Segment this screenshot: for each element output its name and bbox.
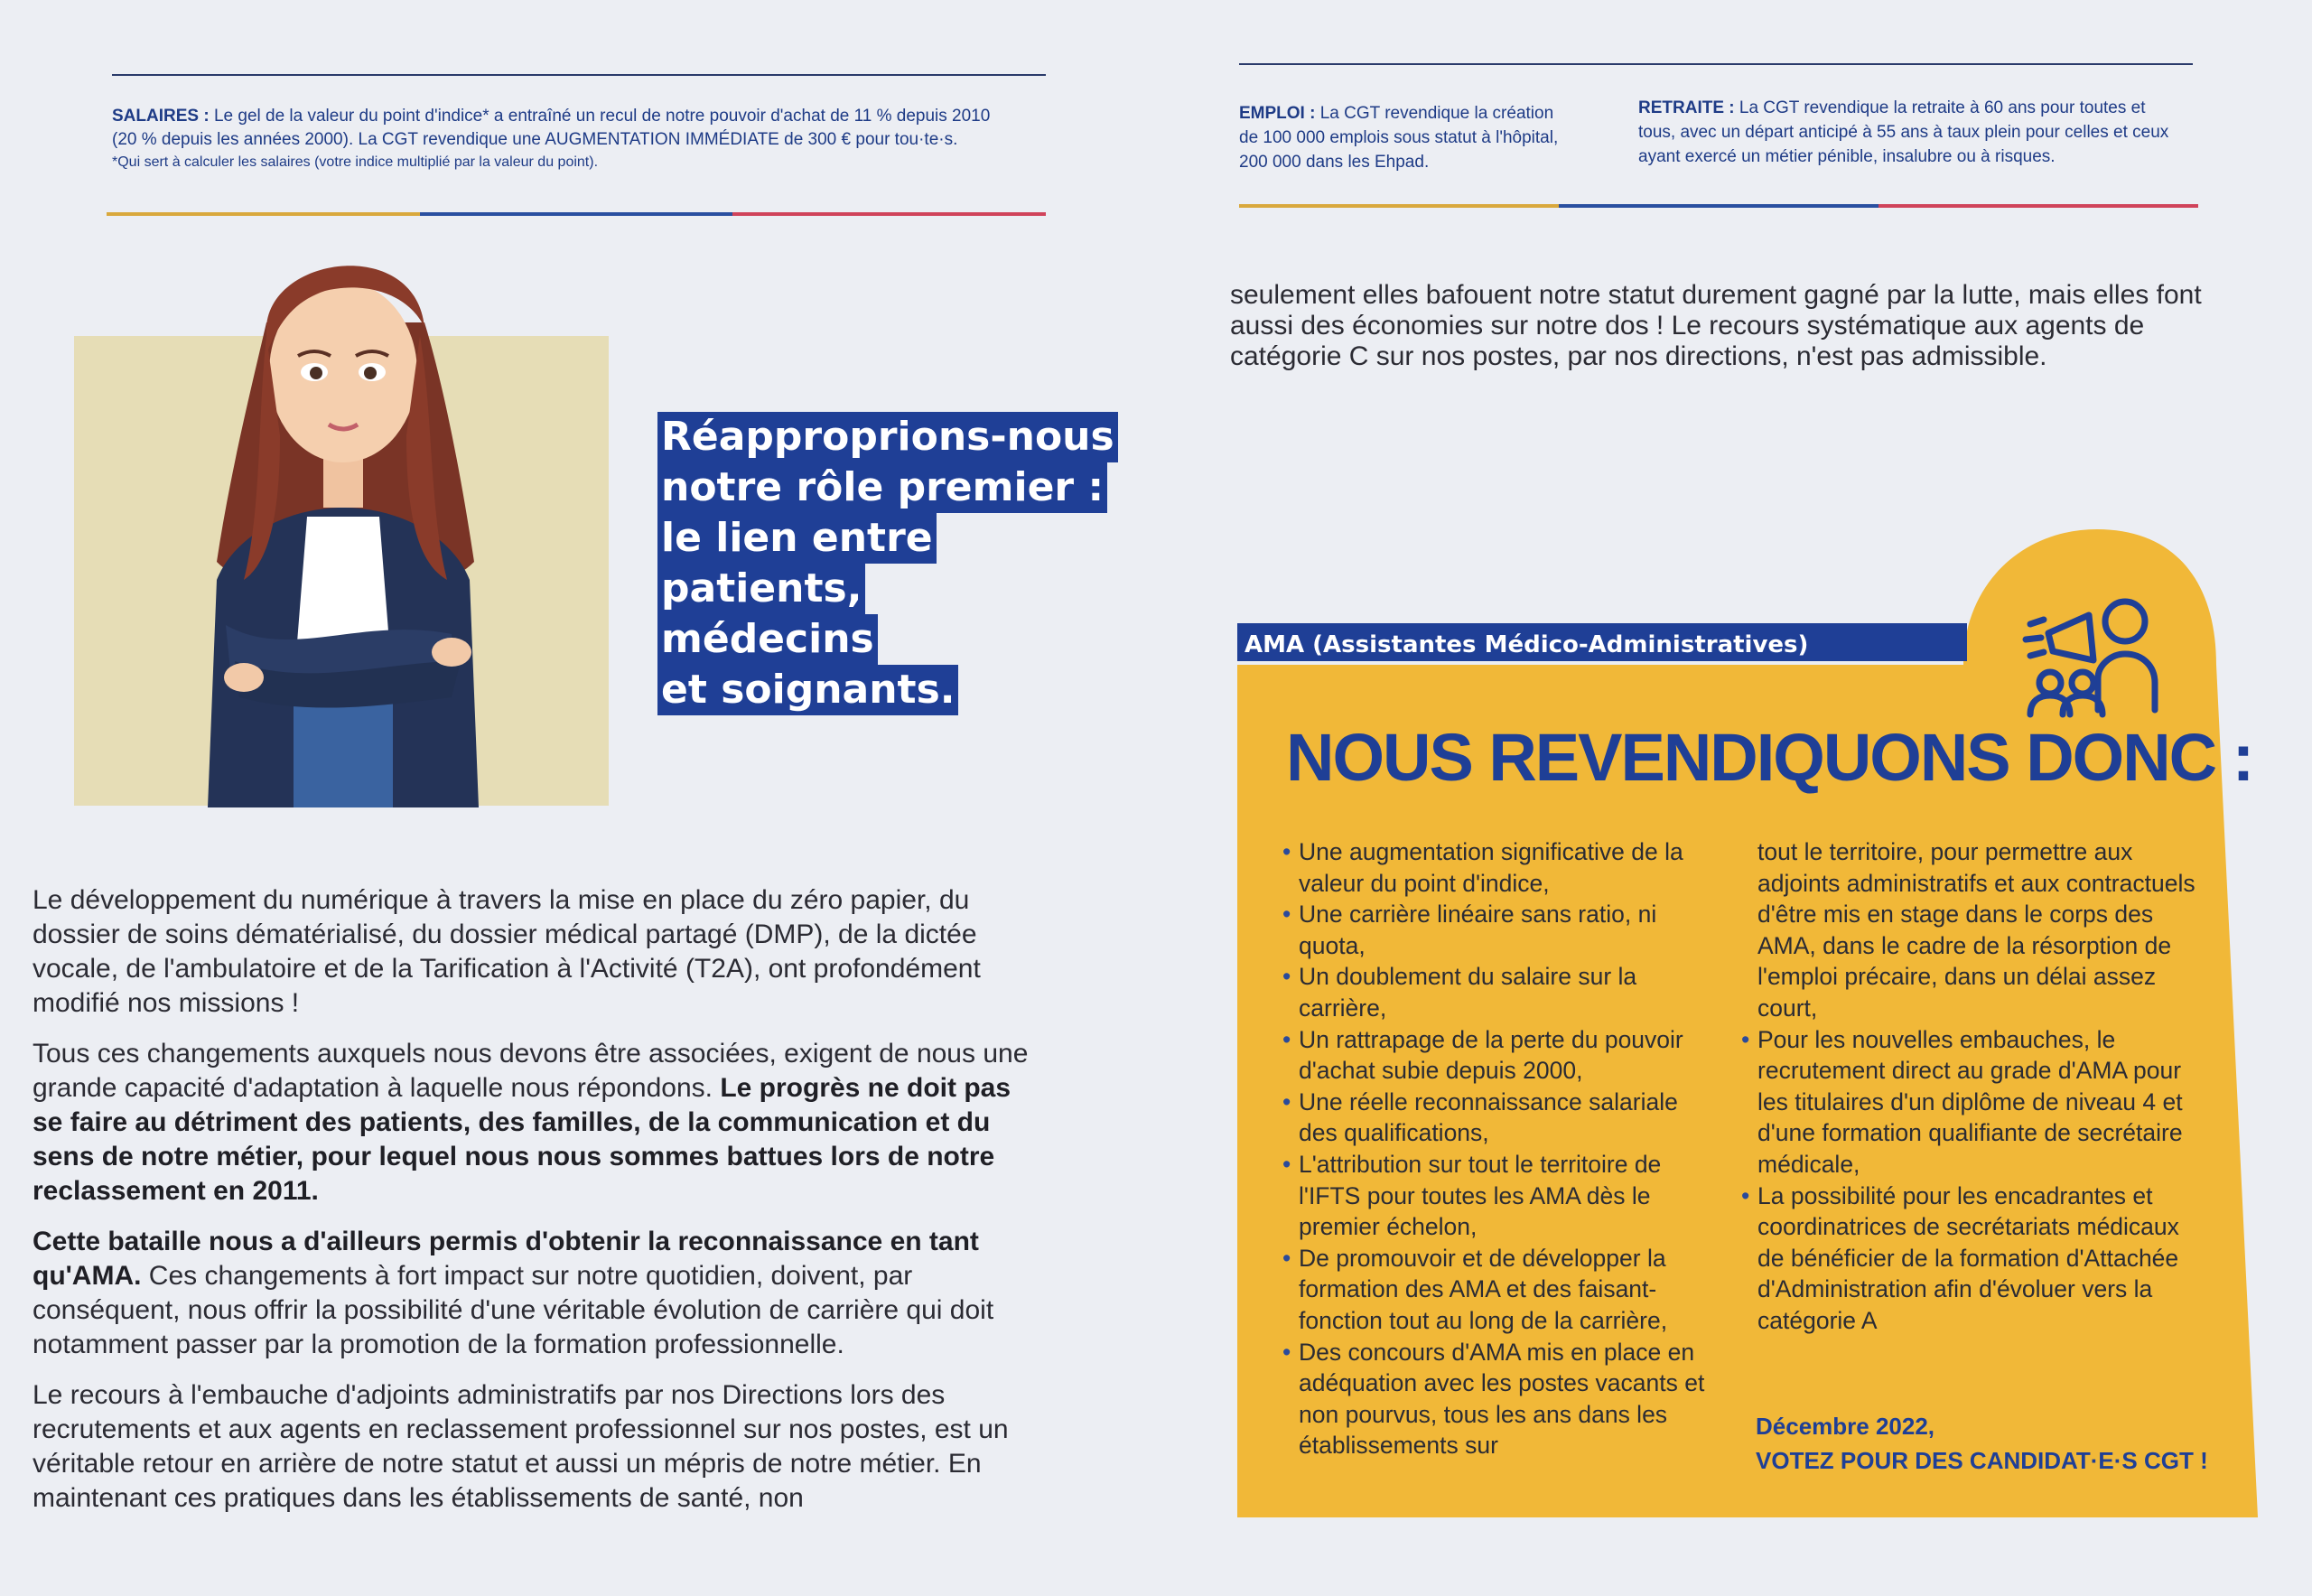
continuation-paragraph: seulement elles bafouent notre statut durement gagné par la lutte, mais elles font aussi des économies sur notre dos ! Le recours systématique aux agents de catégorie C sur nos postes, par nos directions, n'est pas admissible. bbox=[1230, 280, 2202, 371]
demands-column-1 bbox=[1282, 836, 1716, 1461]
retraite-line2: tous, avec un départ anticipé à 55 ans à taux plein pour celles et ceux bbox=[1638, 123, 2169, 142]
demand-item: • Un doublement du salaire sur la carrière, bbox=[1282, 961, 1716, 1023]
woman-illustration bbox=[181, 237, 506, 807]
demand-item: • Une augmentation significative de la valeur du point d'indice, bbox=[1282, 836, 1716, 899]
headline-line2: notre rôle premier : bbox=[657, 462, 1107, 513]
retraite-info bbox=[1638, 96, 2216, 169]
salaires-info bbox=[112, 105, 1069, 173]
salaires-line2: (20 % depuis les années 2000). La CGT revendique une AUGMENTATION IMMÉDIATE de 300 € pour tou·te·s. bbox=[112, 130, 958, 149]
emploi-line2: de 100 000 emplois sous statut à l'hôpital, bbox=[1239, 128, 1559, 147]
demand-item: • Un rattrapage de la perte du pouvoir d'achat subie depuis 2000, bbox=[1282, 1024, 1716, 1087]
footer-vote: VOTEZ POUR DES CANDIDAT·E·S CGT ! bbox=[1756, 1447, 2208, 1474]
emploi-line3: 200 000 dans les Ehpad. bbox=[1239, 153, 1430, 172]
left-top-rule bbox=[112, 74, 1046, 76]
retraite-label: RETRAITE : bbox=[1638, 98, 1735, 117]
retraite-line3: ayant exercé un métier pénible, insalubre ou à risques. bbox=[1638, 147, 2056, 166]
demand-item: • Une carrière linéaire sans ratio, ni quota, bbox=[1282, 899, 1716, 961]
demand-item: • De promouvoir et de développer la formation des AMA et des faisant-fonction tout au long de la carrière, bbox=[1282, 1243, 1716, 1337]
p3-normal: Ces changements à fort impact sur notre quotidien, doivent, par conséquent, nous offrir la possibilité d'une véritable évolution de carrière qui doit notamment passer par la promotion de la formation professionnelle. bbox=[33, 1261, 994, 1359]
headline-line5: médecins bbox=[657, 614, 878, 665]
article-paragraph-1: Le développement du numérique à travers la mise en place du zéro papier, du dossier de soins dématérialisé, du dossier médical partagé (DMP), de la dictée vocale, de l'ambulatoire et de la Tarification à l'Activité (T2A), ont profondément modifié nos missions ! bbox=[33, 885, 981, 1018]
headline-line6: et soignants. bbox=[657, 665, 958, 715]
headline-block bbox=[657, 412, 1127, 715]
right-tricolor-rule bbox=[1239, 204, 2198, 208]
demand-item: • Des concours d'AMA mis en place en adéquation avec les postes vacants et non pourvus, tous les ans dans les établissements sur bbox=[1282, 1337, 1716, 1461]
headline-line4: patients, bbox=[657, 564, 865, 614]
megaphone-people-icon bbox=[2012, 583, 2193, 719]
headline-line1: Réapproprions-nous bbox=[657, 412, 1118, 462]
right-article-continuation bbox=[1230, 280, 2202, 388]
footer-date: Décembre 2022, bbox=[1756, 1413, 1935, 1440]
headline-line3: le lien entre bbox=[657, 513, 937, 564]
retraite-line1: La CGT revendique la retraite à 60 ans pour toutes et bbox=[1739, 98, 2146, 117]
demand-item: • Pour les nouvelles embauches, le recrutement direct au grade d'AMA pour les titulaires d'un diplôme de niveau 4 et d'une formation qualifiante de secrétaire médicale, bbox=[1741, 1024, 2211, 1181]
demand-item: • Une réelle reconnaissance salariale des qualifications, bbox=[1282, 1087, 1716, 1149]
demand-item-continuation: tout le territoire, pour permettre aux adjoints administratifs et aux contractuels d'être mis en stage dans le corps des AMA, dans le cadre de la résorption de l'emploi précaire, dans un délai assez court, bbox=[1757, 838, 2195, 1022]
ama-title: NOUS REVENDIQUONS DONC : bbox=[1286, 720, 2253, 795]
emploi-label: EMPLOI : bbox=[1239, 104, 1316, 123]
demands-column-2 bbox=[1741, 836, 2211, 1337]
emploi-info bbox=[1239, 101, 1600, 174]
p3-bold: Cette bataille nous a d'ailleurs permis d'obtenir la reconnaissance en tant qu'AMA. bbox=[33, 1227, 979, 1291]
salaires-label: SALAIRES : bbox=[112, 107, 210, 126]
article-paragraph-2 bbox=[33, 1037, 1044, 1209]
ama-tag: AMA (Assistantes Médico-Administratives) bbox=[1245, 631, 1809, 658]
salaires-line1: Le gel de la valeur du point d'indice* a entraîné un recul de notre pouvoir d'achat de 11 % depuis 2010 bbox=[213, 107, 991, 126]
article-paragraph-3 bbox=[33, 1225, 1044, 1362]
emploi-line1: La CGT revendique la création bbox=[1319, 104, 1554, 123]
salaires-note: *Qui sert à calculer les salaires (votre indice multiplié par la valeur du point). bbox=[112, 154, 599, 170]
left-tricolor-rule bbox=[107, 212, 1046, 216]
p2-bold: Le progrès ne doit pas se faire au détriment des patients, des familles, de la communication et du sens de notre métier, pour lequel nous nous sommes battues lors de notre reclassement en 2011. bbox=[33, 1073, 1012, 1206]
left-article bbox=[33, 883, 1044, 1532]
right-top-rule bbox=[1239, 63, 2193, 65]
ama-footer bbox=[1756, 1409, 2208, 1478]
article-paragraph-4: Le recours à l'embauche d'adjoints administratifs par nos Directions lors des recrutements et aux agents en reclassement professionnel sur nos postes, est un véritable retour en arrière de notre statut et aussi un mépris de notre métier. En maintenant ces pratiques dans les établissements de santé, non bbox=[33, 1380, 1009, 1513]
demand-item: • L'attribution sur tout le territoire de l'IFTS pour toutes les AMA dès le premier échelon, bbox=[1282, 1149, 1716, 1243]
p2-normal: Tous ces changements auxquels nous devons être associées, exigent de nous une grande capacité d'adaptation à laquelle nous répondons. bbox=[33, 1039, 1029, 1103]
demand-item: • La possibilité pour les encadrantes et coordinatrices de secrétariats médicaux de bénéficier de la formation d'Attachée d'Administration afin d'évoluer vers la catégorie A bbox=[1741, 1181, 2211, 1337]
